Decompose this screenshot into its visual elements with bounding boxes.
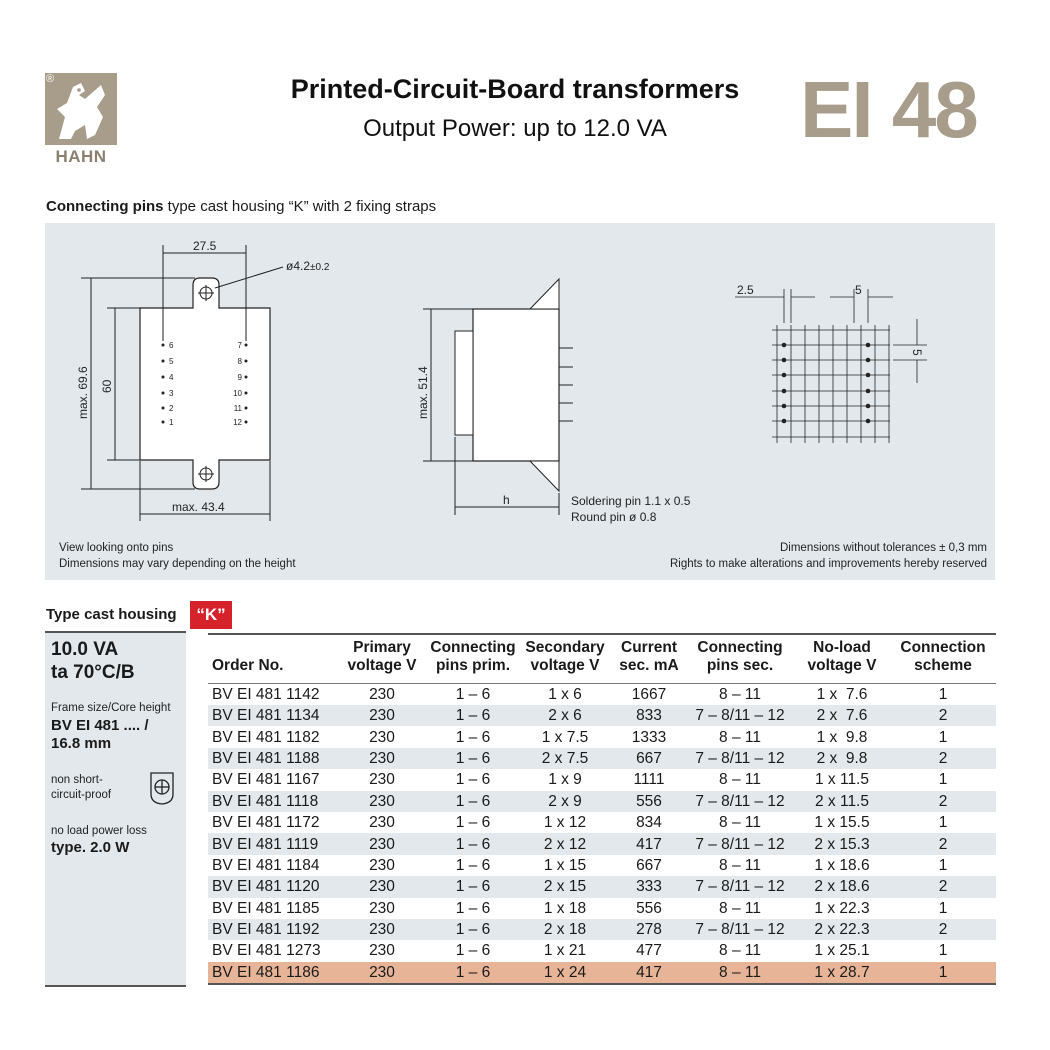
cell-secondary-voltage: 1 x 7.5	[541, 728, 589, 746]
cell-no-load-voltage: 1 x 11.5	[814, 771, 869, 789]
cell-secondary-voltage: 1 x 15	[543, 856, 587, 874]
cell-connecting-pins-prim: 1 – 6	[428, 748, 518, 769]
note-rights: Rights to make alterations and improvements hereby reserved	[669, 558, 987, 570]
header-connecting-pins-sec	[686, 634, 794, 684]
cell-secondary-voltage: 2 x 15	[518, 876, 612, 897]
dim-grid-b: 5	[855, 283, 862, 297]
cell-connecting-pins-sec: 8 – 11	[719, 728, 761, 746]
cell-connecting-pins-sec: 7 – 8/11 – 12	[686, 748, 794, 769]
cell-primary-voltage: 230	[336, 791, 428, 812]
dim-grid-a: 2.5	[737, 283, 754, 297]
cell-connection-scheme: 2	[890, 748, 996, 769]
cell-connection-scheme: 2	[890, 791, 996, 812]
cell-primary-voltage: 230	[336, 705, 428, 726]
cell-primary-voltage: 230	[369, 728, 395, 746]
header-line: No-load	[813, 639, 871, 656]
cell-secondary-voltage: 2 x 6	[518, 705, 612, 726]
pin-label: 6	[169, 341, 174, 350]
cell-secondary-voltage: 1 x 24	[518, 962, 612, 984]
cell-connecting-pins-prim: 1 – 6	[455, 686, 491, 703]
table-row	[208, 812, 996, 833]
cell-primary-voltage: 230	[336, 876, 428, 897]
cell-order-no: BV EI 481 1186	[208, 962, 336, 984]
cell-secondary-voltage: 1 x 6	[548, 686, 582, 703]
cell-connecting-pins-prim: 1 – 6	[428, 833, 518, 854]
short-circuit-line1: non short-	[51, 774, 103, 786]
dim-width-top: 27.5	[193, 239, 217, 253]
dim-h: h	[503, 493, 510, 507]
cell-current: 556	[612, 791, 686, 812]
logo-emblem	[45, 73, 117, 145]
table-row	[208, 791, 996, 812]
header-line: Order No.	[212, 657, 284, 674]
cell-current: 556	[636, 899, 662, 917]
table-header-row	[208, 634, 996, 684]
cell-connection-scheme: 2	[890, 919, 996, 940]
dim-height: 60	[100, 379, 114, 393]
table-row	[208, 769, 996, 790]
cell-order-no: BV EI 481 1185	[212, 899, 320, 917]
cell-current: 278	[612, 919, 686, 940]
cell-no-load-voltage: 2 x 15.3	[794, 833, 890, 854]
note-right	[670, 540, 987, 572]
cell-connecting-pins-sec: 7 – 8/11 – 12	[686, 833, 794, 854]
cell-order-no: BV EI 481 1184	[212, 856, 320, 874]
cell-current: 1333	[631, 728, 667, 746]
cell-connecting-pins-sec: 7 – 8/11 – 12	[686, 876, 794, 897]
cell-no-load-voltage: 1 x 9.8	[816, 728, 868, 746]
cell-order-no: BV EI 481 1273	[212, 942, 321, 960]
cell-no-load-voltage: 1 x 7.6	[816, 686, 868, 703]
header-no-load-voltage	[794, 634, 890, 684]
pin-label: 10	[233, 389, 242, 398]
table-row	[208, 855, 996, 876]
table-row	[208, 962, 996, 984]
table-row	[208, 919, 996, 940]
cell-connecting-pins-sec: 8 – 11	[719, 771, 761, 789]
header-line: Primary	[353, 639, 411, 656]
cell-current: 667	[636, 856, 662, 874]
cell-primary-voltage: 230	[369, 856, 395, 874]
cell-no-load-voltage: 1 x 18.6	[814, 856, 870, 874]
pins-heading	[46, 198, 436, 215]
cell-primary-voltage: 230	[369, 771, 395, 789]
cell-connecting-pins-sec: 7 – 8/11 – 12	[686, 791, 794, 812]
dim-hole: ø4.2±0.2	[286, 259, 330, 273]
header-line: voltage V	[530, 657, 600, 674]
cell-secondary-voltage: 1 x 9	[548, 771, 582, 789]
short-circuit-line2: circuit-proof	[51, 789, 112, 801]
cell-connecting-pins-prim: 1 – 6	[428, 791, 518, 812]
cell-no-load-voltage: 2 x 22.3	[794, 919, 890, 940]
cell-secondary-voltage: 1 x 21	[543, 942, 587, 960]
short-circuit-label	[51, 773, 111, 803]
cell-current: 333	[612, 876, 686, 897]
cell-no-load-voltage: 1 x 25.1	[814, 942, 870, 960]
cell-secondary-voltage: 1 x 12	[543, 814, 587, 832]
frame-value-line2: 16.8 mm	[51, 735, 112, 752]
table-row	[208, 876, 996, 897]
cell-connecting-pins-sec: 8 – 11	[719, 856, 761, 874]
cell-connecting-pins-sec: 7 – 8/11 – 12	[686, 919, 794, 940]
header-current	[612, 634, 686, 684]
cell-connection-scheme: 1	[938, 942, 948, 960]
cell-connecting-pins-prim: 1 – 6	[428, 962, 518, 984]
cell-no-load-voltage: 1 x 28.7	[794, 962, 890, 984]
technical-drawing	[45, 223, 995, 580]
header-line: Connecting	[697, 639, 783, 656]
header-line: Connecting	[430, 639, 516, 656]
cell-current: 834	[636, 814, 662, 832]
cell-no-load-voltage: 2 x 18.6	[794, 876, 890, 897]
cell-connecting-pins-prim: 1 – 6	[455, 814, 491, 832]
pin-label: 4	[169, 373, 174, 382]
cell-order-no: BV EI 481 1182	[212, 728, 320, 746]
pin-label: 3	[169, 389, 174, 398]
cell-order-no: BV EI 481 1192	[208, 919, 336, 940]
hahn-logo	[45, 73, 117, 168]
temperature-class: ta 70°C/B	[51, 662, 135, 683]
power-value: 10.0 VA	[51, 639, 119, 660]
dim-max-width: max. 43.4	[172, 500, 225, 514]
note-tolerance: Dimensions without tolerances ± 0,3 mm	[779, 542, 987, 554]
registered-mark: ®	[46, 73, 55, 85]
cell-current: 1111	[633, 771, 665, 789]
cell-connecting-pins-sec: 8 – 11	[686, 962, 794, 984]
cell-connecting-pins-prim: 1 – 6	[428, 919, 518, 940]
cell-secondary-voltage: 2 x 9	[518, 791, 612, 812]
cell-secondary-voltage: 2 x 12	[518, 833, 612, 854]
frame-value-line1: BV EI 481 .... /	[51, 717, 149, 734]
cell-order-no: BV EI 481 1172	[212, 814, 320, 832]
loss-label: no load power loss	[51, 825, 147, 837]
dimension-drawing-panel	[45, 223, 995, 580]
cell-no-load-voltage: 1 x 15.5	[814, 814, 870, 832]
non-short-circuit-proof-icon	[148, 770, 176, 806]
pin-label: 2	[169, 404, 174, 413]
table-row	[208, 684, 996, 706]
header-line: pins sec.	[706, 657, 774, 674]
header-primary-voltage	[336, 634, 428, 684]
cell-connecting-pins-prim: 1 – 6	[428, 705, 518, 726]
frame-value	[51, 717, 149, 753]
cell-order-no: BV EI 481 1188	[208, 748, 336, 769]
cell-order-no: BV EI 481 1118	[208, 791, 336, 812]
header-line: voltage V	[347, 657, 417, 674]
cell-connecting-pins-sec: 8 – 11	[719, 686, 761, 703]
housing-heading: Type cast housing	[46, 606, 177, 623]
cell-order-no: BV EI 481 1119	[208, 833, 336, 854]
header-line	[212, 639, 336, 657]
cell-current: 417	[612, 833, 686, 854]
table-body	[208, 684, 996, 984]
table-row	[208, 748, 996, 769]
soldering-pin-label: Soldering pin 1.1 x 0.5	[571, 494, 691, 508]
pins-heading-rest: type cast housing “K” with 2 fixing straps	[167, 198, 437, 215]
frame-label: Frame size/Core height	[51, 702, 171, 714]
cell-connection-scheme: 1	[938, 686, 948, 703]
cell-primary-voltage: 230	[369, 899, 395, 917]
cell-connecting-pins-prim: 1 – 6	[428, 876, 518, 897]
header-line: Secondary	[525, 639, 605, 656]
cell-connection-scheme: 1	[938, 856, 948, 874]
cell-connection-scheme: 1	[938, 814, 948, 832]
pin-label: 5	[169, 357, 174, 366]
note-dimensions-vary: Dimensions may vary depending on the height	[59, 558, 296, 570]
cell-no-load-voltage: 2 x 7.6	[794, 705, 890, 726]
side-view	[416, 279, 691, 524]
cell-current: 667	[612, 748, 686, 769]
cell-connection-scheme: 1	[890, 962, 996, 984]
cell-primary-voltage: 230	[336, 748, 428, 769]
power-rating	[51, 638, 135, 684]
pin-grid-view	[735, 283, 927, 443]
table-row	[208, 833, 996, 854]
cell-no-load-voltage: 1 x 22.3	[814, 899, 870, 917]
cell-secondary-voltage: 1 x 18	[543, 899, 587, 917]
pin-label: 12	[233, 418, 242, 427]
cell-connecting-pins-prim: 1 – 6	[455, 856, 491, 874]
cell-connecting-pins-sec: 8 – 11	[719, 814, 761, 832]
pin-label: 8	[237, 357, 242, 366]
cell-current: 417	[612, 962, 686, 984]
header-line: scheme	[914, 657, 972, 674]
transformer-table	[208, 633, 996, 985]
cell-order-no: BV EI 481 1134	[208, 705, 336, 726]
page-subtitle: Output Power: up to 12.0 VA	[363, 115, 667, 142]
cell-primary-voltage: 230	[336, 962, 428, 984]
cell-connection-scheme: 1	[938, 899, 948, 917]
brand-name: HAHN	[55, 147, 107, 166]
cell-primary-voltage: 230	[369, 942, 395, 960]
table-row	[208, 705, 996, 726]
cell-order-no: BV EI 481 1167	[212, 771, 320, 789]
header-line: Current	[621, 639, 677, 656]
header-connection-scheme	[890, 634, 996, 684]
cell-current: 1667	[631, 686, 667, 703]
dim-grid-c: 5	[910, 349, 924, 356]
cell-primary-voltage: 230	[336, 833, 428, 854]
spec-column	[45, 631, 186, 987]
header-secondary-voltage	[518, 634, 612, 684]
pin-label: 7	[237, 341, 242, 350]
cell-primary-voltage: 230	[369, 814, 395, 832]
rooster-icon	[45, 73, 117, 145]
header-line: voltage V	[807, 657, 877, 674]
front-view	[76, 239, 330, 521]
table-row	[208, 940, 996, 961]
cell-connection-scheme: 1	[938, 771, 948, 789]
note-view: View looking onto pins	[59, 542, 174, 554]
cell-order-no: BV EI 481 1120	[208, 876, 336, 897]
cell-primary-voltage: 230	[336, 919, 428, 940]
cell-secondary-voltage: 2 x 7.5	[518, 748, 612, 769]
cell-no-load-voltage: 2 x 9.8	[794, 748, 890, 769]
model-code: EI 48	[800, 65, 977, 154]
page-title: Printed-Circuit-Board transformers	[290, 74, 740, 104]
dim-max-height: max. 69.6	[76, 366, 90, 419]
table-row	[208, 726, 996, 747]
pin-label: 11	[233, 404, 242, 413]
round-pin-label: Round pin ø 0.8	[571, 510, 657, 524]
cell-connecting-pins-sec: 8 – 11	[719, 942, 761, 960]
cell-connection-scheme: 2	[890, 833, 996, 854]
cell-no-load-voltage: 2 x 11.5	[794, 791, 890, 812]
cell-current: 833	[612, 705, 686, 726]
cell-connection-scheme: 2	[890, 876, 996, 897]
cell-connecting-pins-sec: 8 – 11	[719, 899, 761, 917]
header-connecting-pins-prim	[428, 634, 518, 684]
cell-primary-voltage: 230	[369, 686, 395, 703]
cell-secondary-voltage: 2 x 18	[518, 919, 612, 940]
header-line: pins prim.	[435, 657, 511, 674]
cell-connecting-pins-prim: 1 – 6	[455, 771, 491, 789]
pin-label: 1	[169, 418, 174, 427]
header-line: sec. mA	[619, 657, 679, 674]
cell-current: 477	[636, 942, 662, 960]
header-line: Connection	[900, 639, 986, 656]
dim-side-height: max. 51.4	[416, 366, 430, 419]
cell-connecting-pins-prim: 1 – 6	[455, 899, 491, 917]
cell-connection-scheme: 1	[938, 728, 948, 746]
cell-connecting-pins-prim: 1 – 6	[455, 728, 491, 746]
pin-label: 9	[237, 373, 242, 382]
cell-connecting-pins-prim: 1 – 6	[455, 942, 491, 960]
housing-type-badge: “K”	[190, 601, 232, 629]
table-row	[208, 898, 996, 919]
cell-order-no: BV EI 481 1142	[212, 686, 320, 703]
loss-value: type. 2.0 W	[51, 839, 130, 856]
note-left	[59, 540, 296, 572]
cell-connection-scheme: 2	[890, 705, 996, 726]
header-order-no	[208, 634, 336, 684]
cell-connecting-pins-sec: 7 – 8/11 – 12	[686, 705, 794, 726]
pins-heading-bold: Connecting pins	[46, 198, 164, 215]
